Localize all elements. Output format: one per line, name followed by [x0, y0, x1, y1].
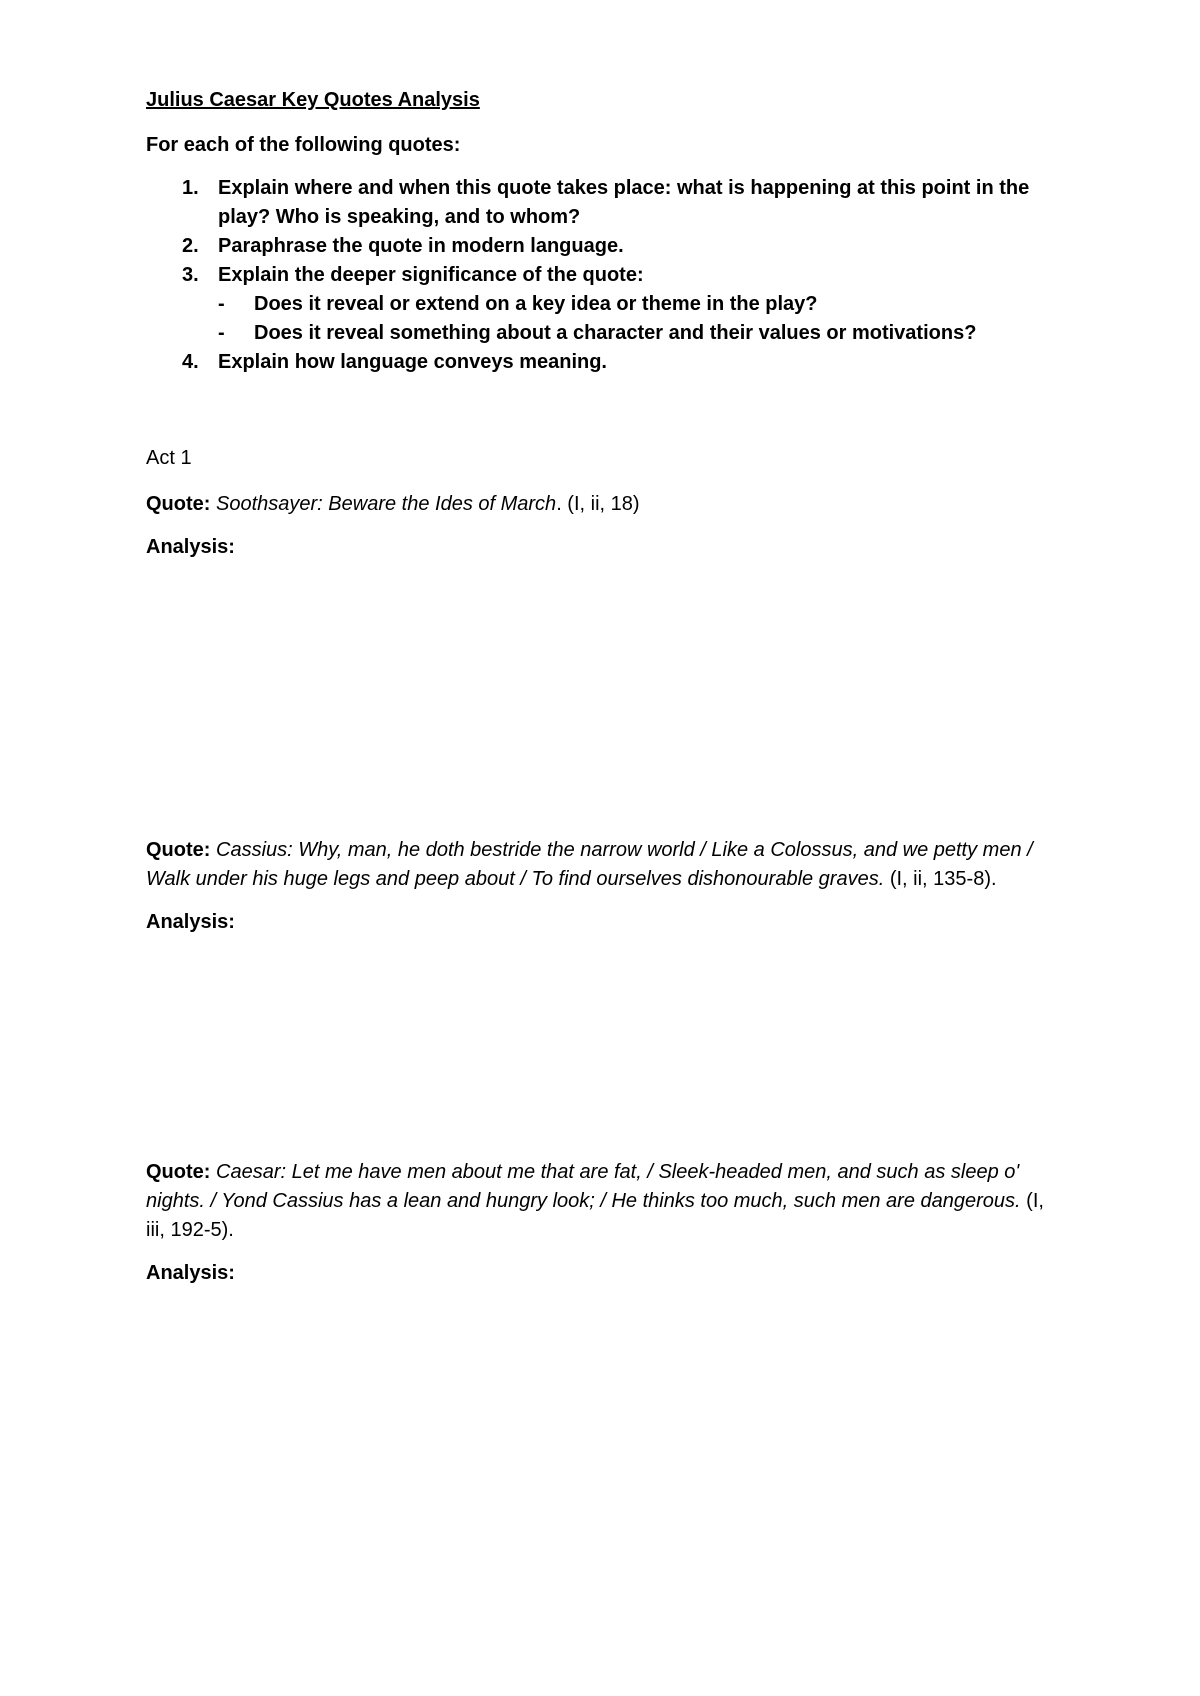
- analysis-label: Analysis:: [146, 911, 235, 933]
- quote-reference: (I, iii, 192-5).: [146, 1190, 1044, 1241]
- analysis-label: Analysis:: [146, 1262, 235, 1284]
- dash-marker: -: [218, 293, 225, 315]
- analysis-label: Analysis:: [146, 536, 235, 558]
- quote-label: Quote:: [146, 839, 211, 861]
- instruction-item: [146, 232, 1066, 261]
- instruction-sub-text: Does it reveal or extend on a key idea or theme in the play?: [254, 293, 818, 315]
- instructions-list: [146, 174, 1066, 377]
- instruction-item: [146, 174, 1066, 232]
- instruction-sub-item: [218, 290, 1066, 319]
- document-page: [146, 88, 1066, 1284]
- instruction-text: Explain where and when this quote takes place: what is happening at this point in the play? Who is speaking, and to whom?: [218, 177, 1030, 228]
- quote-text: Caesar: Let me have men about me that are fat, / Sleek-headed men, and such as sleep o' nights. / Yond Cassius has a lean and hungry look; / He thinks too much, such men are dangerous.: [146, 1161, 1021, 1212]
- instruction-item: [146, 261, 1066, 348]
- quote-reference: . (I, ii, 18): [556, 493, 640, 515]
- quote-block-cassius: [146, 836, 1066, 934]
- quote-reference: (I, ii, 135-8).: [889, 868, 997, 890]
- document-title: Julius Caesar Key Quotes Analysis: [146, 89, 480, 111]
- quote-text: Soothsayer: Beware the Ides of March: [216, 493, 557, 515]
- instruction-number: 2.: [182, 235, 199, 257]
- instruction-text: Explain how language conveys meaning.: [218, 351, 607, 373]
- quote-line: [146, 836, 1066, 894]
- act-heading: Act 1: [146, 447, 192, 469]
- quote-block-caesar: [146, 1158, 1066, 1285]
- quote-label: Quote:: [146, 493, 211, 515]
- instruction-item: [146, 348, 1066, 377]
- quote-text: Cassius: Why, man, he doth bestride the narrow world / Like a Colossus, and we petty men / Walk under his huge legs and peep about / To find ourselves dishonourable graves.: [146, 839, 1033, 890]
- instruction-number: 4.: [182, 351, 199, 373]
- instructions-intro: For each of the following quotes:: [146, 134, 461, 156]
- instruction-sub-list: [218, 290, 1066, 348]
- dash-marker: -: [218, 322, 225, 344]
- quote-block-soothsayer: [146, 490, 1066, 559]
- quote-line: [146, 1158, 1066, 1245]
- instruction-sub-item: [218, 319, 1066, 348]
- instruction-sub-text: Does it reveal something about a character and their values or motivations?: [254, 322, 977, 344]
- instruction-number: 1.: [182, 177, 199, 199]
- quote-label: Quote:: [146, 1161, 211, 1183]
- instruction-number: 3.: [182, 264, 199, 286]
- instruction-text: Paraphrase the quote in modern language.: [218, 235, 624, 257]
- quote-line: [146, 490, 1066, 519]
- instruction-text: Explain the deeper significance of the quote:: [218, 264, 644, 286]
